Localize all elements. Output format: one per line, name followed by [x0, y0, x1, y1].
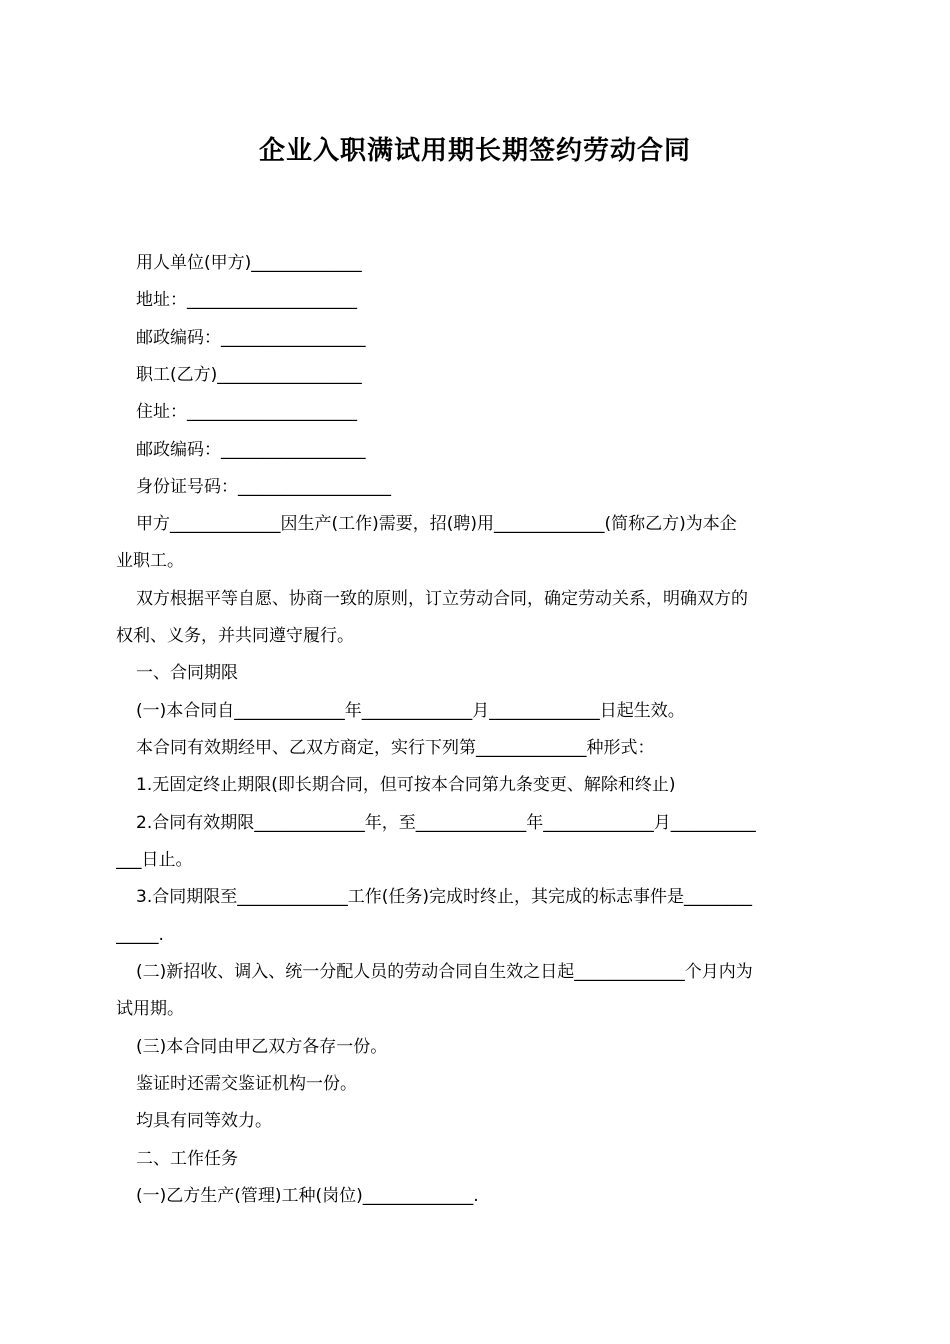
id-number-field: 身份证号码：__________________ [136, 477, 391, 497]
paragraph-line: 业职工。 [116, 551, 184, 571]
section-heading: 一、合同期限 [136, 663, 238, 683]
paragraph-line: 均具有同等效力。 [136, 1111, 272, 1131]
employee-address-field: 住址：____________________ [136, 402, 357, 422]
employee-field: 职工(乙方)_________________ [136, 365, 362, 385]
list-item-continuation: _____. [116, 925, 164, 945]
employer-field: 用人单位(甲方)_____________ [136, 253, 362, 273]
list-item: 3.合同期限至_____________工作(任务)完成时终止，其完成的标志事件是________ [136, 887, 752, 907]
paragraph-line: (一)乙方生产(管理)工种(岗位)_____________. [136, 1186, 479, 1206]
paragraph-line: (一)本合同自_____________年_____________月_____________日起生效。 [136, 701, 685, 721]
paragraph-line: 双方根据平等自愿、协商一致的原则，订立劳动合同，确定劳动关系，明确双方的 [136, 589, 748, 609]
paragraph-line: (二)新招收、调入、统一分配人员的劳动合同自生效之日起_____________个月内为 [136, 962, 753, 982]
paragraph-line: (三)本合同由甲乙双方各存一份。 [136, 1037, 388, 1057]
employee-postcode-field: 邮政编码：_________________ [136, 440, 366, 460]
list-item: 2.合同有效期限_____________年，至_____________年_____________月__________ [136, 813, 756, 833]
paragraph-line: 鉴证时还需交鉴证机构一份。 [136, 1074, 357, 1094]
paragraph-line: 权利、义务，并共同遵守履行。 [116, 626, 354, 646]
paragraph-line: 甲方_____________因生产(工作)需要，招(聘)用_____________(简称乙方)为本企 [136, 514, 737, 534]
paragraph-line: 本合同有效期经甲、乙双方商定，实行下列第_____________种形式： [136, 738, 655, 758]
paragraph-line: 试用期。 [116, 999, 184, 1019]
document-title: 企业入职满试用期长期签约劳动合同 [258, 136, 691, 166]
list-item: 1.无固定终止期限(即长期合同，但可按本合同第九条变更、解除和终止) [136, 775, 676, 795]
employer-postcode-field: 邮政编码：_________________ [136, 328, 366, 348]
employer-address-field: 地址：____________________ [136, 290, 357, 310]
section-heading: 二、工作任务 [136, 1149, 238, 1169]
list-item-continuation: ___日止。 [116, 850, 193, 870]
